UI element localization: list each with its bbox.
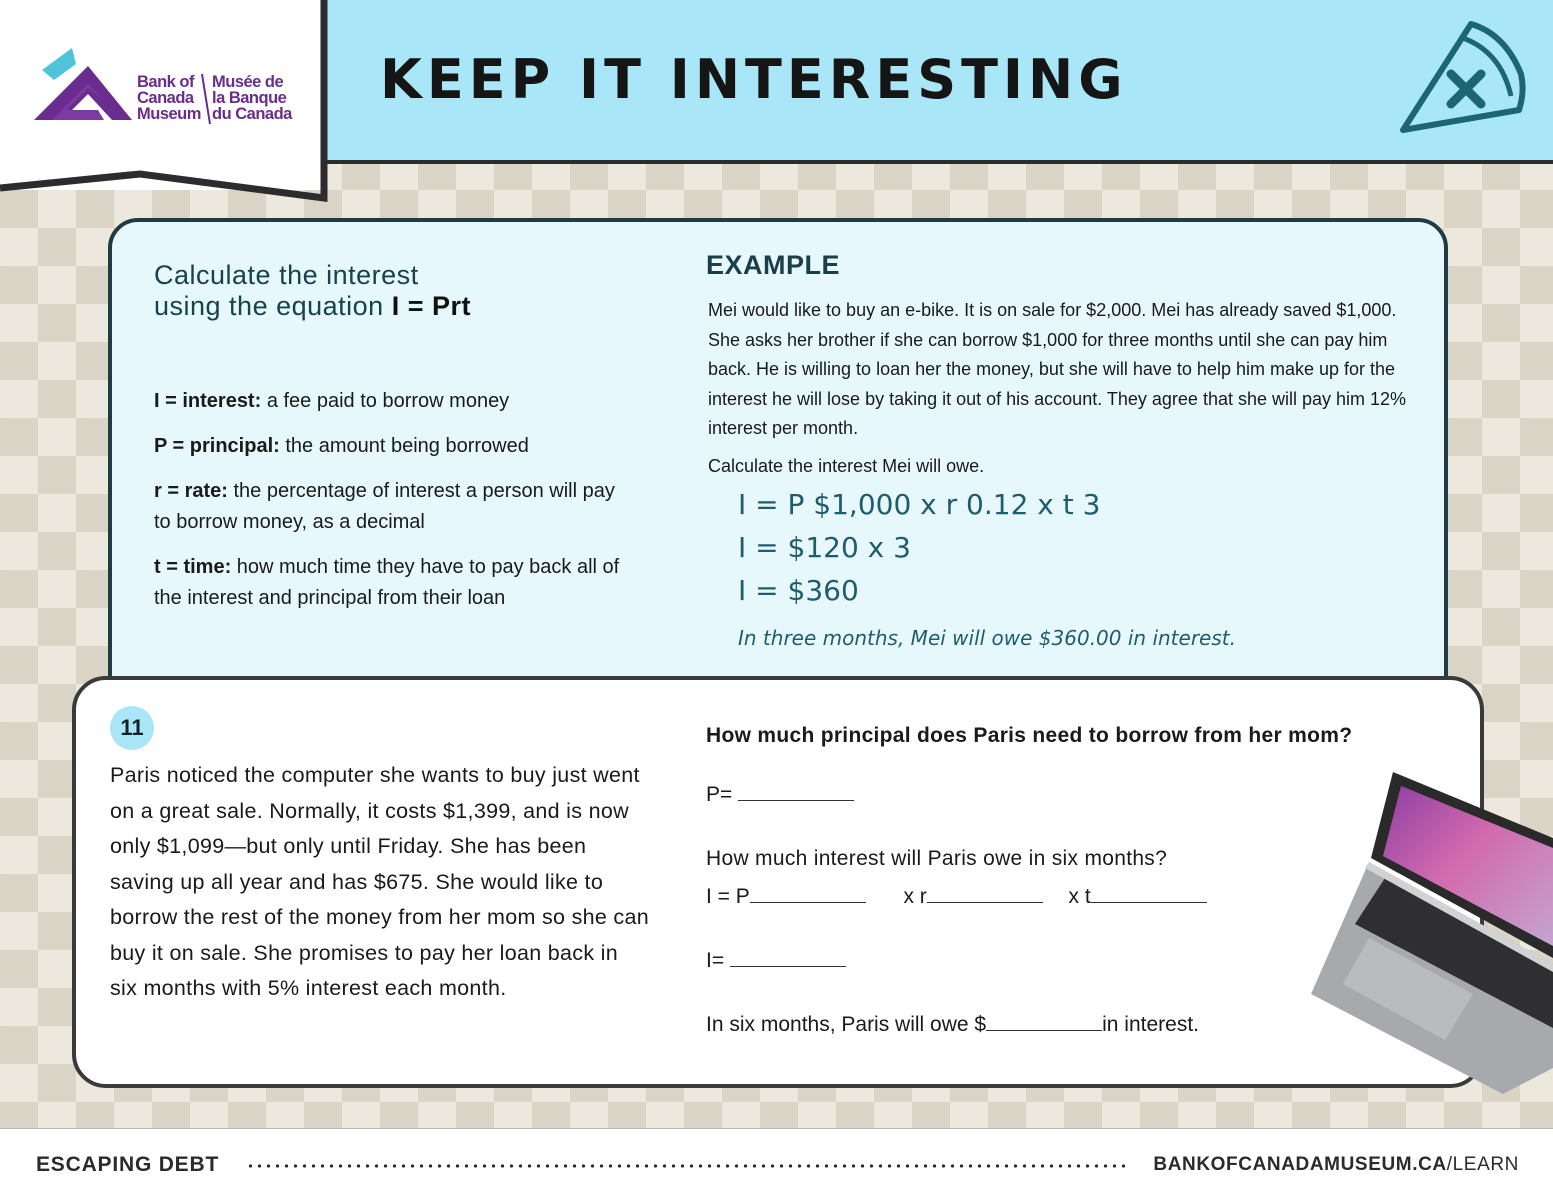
question-interest: How much interest will Paris owe in six months? [706,847,1168,870]
final-answer-row [706,1010,1199,1037]
formula-r-blank[interactable] [927,882,1043,903]
definition-text: the percentage of interest a person will pay to borrow money, as a decimal [154,480,615,533]
example-answer: In three months, Mei will owe $360.00 in interest. [738,626,1236,650]
footer-url[interactable] [1153,1154,1519,1176]
logo-en-line: Bank of [137,73,195,91]
definition-term: I = interest: [154,390,262,412]
logo-fr-line: du Canada [212,105,292,123]
example-heading: EXAMPLE [706,250,841,280]
principal-blank[interactable] [738,780,854,801]
formula-t-blank[interactable] [1091,882,1207,903]
definition-time [154,552,634,614]
definition-rate [154,476,634,538]
principal-label: P= [706,783,733,806]
interest-result-row [706,946,846,973]
formula-t-label: x t [1068,885,1091,908]
example-equation-3: I = $360 [738,574,859,607]
final-suffix: in interest. [1102,1013,1199,1036]
logo-fr-line: Musée de [212,73,284,91]
example-body: Mei would like to buy an e-bike. It is on sale for $2,000. Mei has already saved $1,000. She asks her brother if she can borrow $1,000 for three months until she can pay him back. He is willing to loan her the money, but she will have to help him make up for the interest he will lose by taking it out of his account. They agree that she will pay him 12% interest per month. [708,300,1407,438]
intro-title [154,260,471,322]
principal-answer-row [706,780,854,807]
intro-title-line1: Calculate the interest [154,260,419,290]
info-card [108,218,1448,738]
interest-result-blank[interactable] [730,946,846,967]
logo-en-line: Museum [137,105,201,123]
definition-principal [154,431,634,462]
example-prompt: Calculate the interest Mei will owe. [708,456,985,476]
question-card [72,676,1484,1088]
formula-p-blank[interactable] [750,882,866,903]
question-number-badge: 11 [110,706,154,750]
definition-text: how much time they have to pay back all of the interest and principal from their loan [154,556,620,609]
interest-result-label: I= [706,949,725,972]
example-equation-1: I = P $1,000 x r 0.12 x t 3 [738,488,1101,521]
final-prefix: In six months, Paris will owe $ [706,1013,987,1036]
definition-text: a fee paid to borrow money [261,390,510,412]
logo-panel-border [0,0,330,205]
definition-interest [154,386,634,417]
example-equation-2: I = $120 x 3 [738,531,911,564]
definition-term: r = rate: [154,480,228,502]
footer-dotted-leader [246,1164,1126,1168]
interest-formula-row [706,882,1207,909]
footer-url-path: /LEARN [1446,1154,1519,1175]
formula-r-label: x r [903,885,927,908]
interest-equation: I = Prt [391,291,471,321]
header-band [320,0,1553,164]
definition-term: t = time: [154,556,232,578]
formula-p-label: I = P [706,885,750,908]
final-amount-blank[interactable] [986,1010,1102,1031]
definition-term: P = principal: [154,435,280,457]
footer-unit-title: ESCAPING DEBT [36,1153,220,1176]
laptop-icon [1305,768,1553,1094]
footer-url-domain: BANKOFCANADAMUSEUM.CA [1153,1154,1447,1175]
intro-title-line2: using the equation [154,291,392,321]
logo-en-line: Canada [137,89,194,107]
definitions-list [154,386,634,628]
logo-fr-line: la Banque [212,89,287,107]
question-principal: How much principal does Paris need to borrow from her mom? [706,724,1353,747]
footer [0,1128,1553,1201]
pizza-slice-icon [1393,12,1533,136]
question-story: Paris noticed the computer she wants to buy just went on a great sale. Normally, it costs $1,399, and is now only $1,099—but only until Friday. She has been saving up all year and has $675. She would like to borrow the rest of the money from her mom so she can buy it on sale. She promises to pay her loan back in six months with 5% interest each month. [110,763,649,1000]
definition-text: the amount being borrowed [279,435,529,457]
page-title: KEEP IT INTERESTING [380,48,1128,111]
